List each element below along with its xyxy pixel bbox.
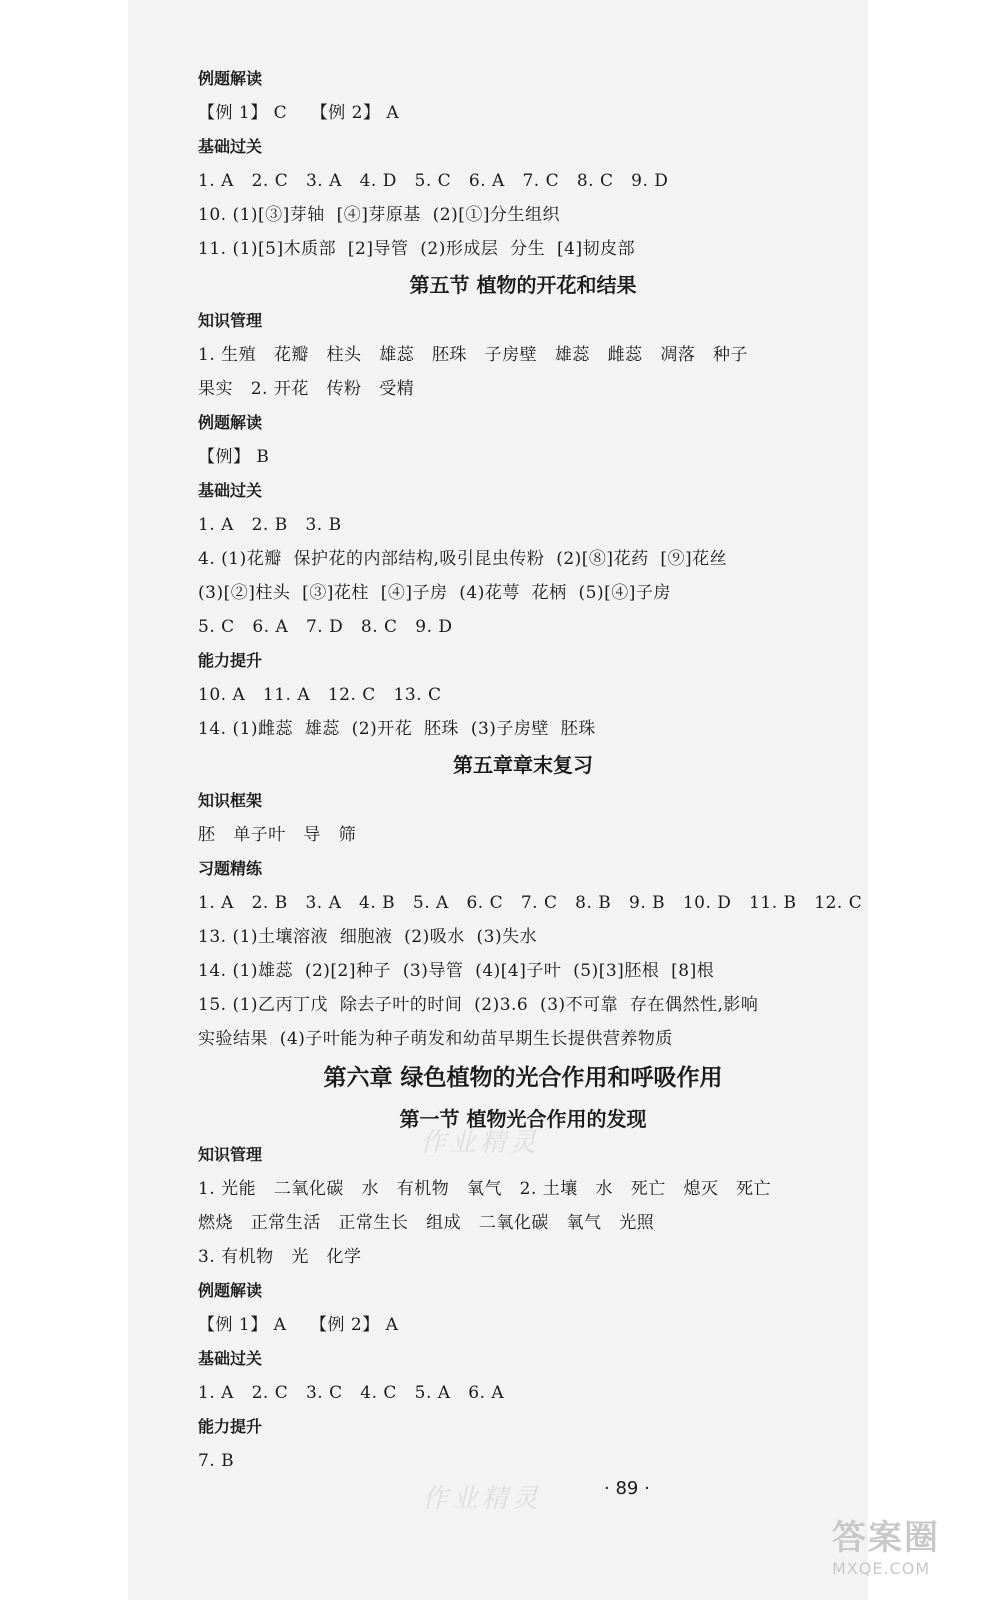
heading: 基础过关 — [198, 1349, 263, 1368]
answer-content — [198, 62, 863, 1478]
answer-line: 1. A 2. C 3. A 4. D 5. C 6. A 7. C 8. C 9. D — [198, 171, 669, 191]
heading: 基础过关 — [198, 137, 263, 156]
heading: 知识框架 — [198, 791, 263, 810]
answer-line: 1. 光能 二氧化碳 水 有机物 氧气 2. 土壤 水 死亡 熄灭 死亡 — [198, 1179, 772, 1199]
answer-line: 15. (1)乙丙丁戊 除去子叶的时间 (2)3.6 (3)不可靠 存在偶然性,影响 — [198, 995, 759, 1015]
watermark-logo-text: 答案圈 — [832, 1518, 940, 1558]
answer-line: 5. C 6. A 7. D 8. C 9. D — [198, 617, 453, 637]
answer-line: 【例 1】 A 【例 2】 A — [198, 1315, 399, 1335]
heading: 基础过关 — [198, 481, 263, 500]
heading: 知识管理 — [198, 311, 263, 330]
heading: 能力提升 — [198, 651, 263, 670]
answer-line: 11. (1)[5]木质部 [2]导管 (2)形成层 分生 [4]韧皮部 — [198, 239, 636, 259]
answer-line: 10. (1)[③]芽轴 [④]芽原基 (2)[①]分生组织 — [198, 205, 561, 225]
answer-line: 实验结果 (4)子叶能为种子萌发和幼苗早期生长提供营养物质 — [198, 1029, 673, 1049]
answer-line: 燃烧 正常生活 正常生长 组成 二氧化碳 氧气 光照 — [198, 1213, 655, 1233]
page-number: · 89 · — [604, 1478, 650, 1499]
section-title: 第五章章末复习 — [453, 753, 593, 777]
heading: 能力提升 — [198, 1417, 263, 1436]
heading: 知识管理 — [198, 1145, 263, 1164]
answer-line: 10. A 11. A 12. C 13. C — [198, 685, 442, 705]
answer-line: 1. A 2. B 3. A 4. B 5. A 6. C 7. C 8. B 9. B 10. D 11. B 12. C — [198, 893, 863, 913]
answer-line: 【例】 B — [198, 447, 270, 467]
heading: 例题解读 — [198, 413, 263, 432]
heading: 例题解读 — [198, 1281, 263, 1300]
stamp-watermark: 作业精灵 — [420, 1128, 541, 1158]
answer-line: 果实 2. 开花 传粉 受精 — [198, 379, 415, 399]
watermark-url: MXQE.COM — [832, 1559, 931, 1578]
heading: 习题精练 — [198, 859, 263, 878]
answer-line: 3. 有机物 光 化学 — [198, 1247, 362, 1267]
section-title: 第五节 植物的开花和结果 — [409, 273, 637, 297]
answer-line: 【例 1】 C 【例 2】 A — [198, 103, 400, 123]
answer-line: 13. (1)土壤溶液 细胞液 (2)吸水 (3)失水 — [198, 927, 538, 947]
answer-line: 1. A 2. B 3. B — [198, 515, 342, 535]
answer-line: 1. A 2. C 3. C 4. C 5. A 6. A — [198, 1383, 505, 1403]
stamp-watermark-bottom: 作业精灵 — [422, 1484, 543, 1514]
answer-line: 1. 生殖 花瓣 柱头 雄蕊 胚珠 子房壁 雄蕊 雌蕊 凋落 种子 — [198, 345, 749, 365]
answer-line: (3)[②]柱头 [③]花柱 [④]子房 (4)花萼 花柄 (5)[④]子房 — [198, 583, 671, 603]
chapter-title: 第六章 绿色植物的光合作用和呼吸作用 — [323, 1065, 723, 1091]
section-title: 第一节 植物光合作用的发现 — [399, 1107, 647, 1131]
site-watermark — [832, 1518, 992, 1592]
answer-line: 14. (1)雌蕊 雄蕊 (2)开花 胚珠 (3)子房壁 胚珠 — [198, 719, 596, 739]
document-page — [128, 0, 868, 1600]
answer-line: 4. (1)花瓣 保护花的内部结构,吸引昆虫传粉 (2)[⑧]花药 [⑨]花丝 — [198, 549, 728, 569]
answer-line: 胚 单子叶 导 筛 — [198, 825, 357, 845]
answer-line: 7. B — [198, 1451, 235, 1471]
heading: 例题解读 — [198, 69, 263, 88]
answer-line: 14. (1)雄蕊 (2)[2]种子 (3)导管 (4)[4]子叶 (5)[3]胚根 [8]根 — [198, 961, 715, 981]
